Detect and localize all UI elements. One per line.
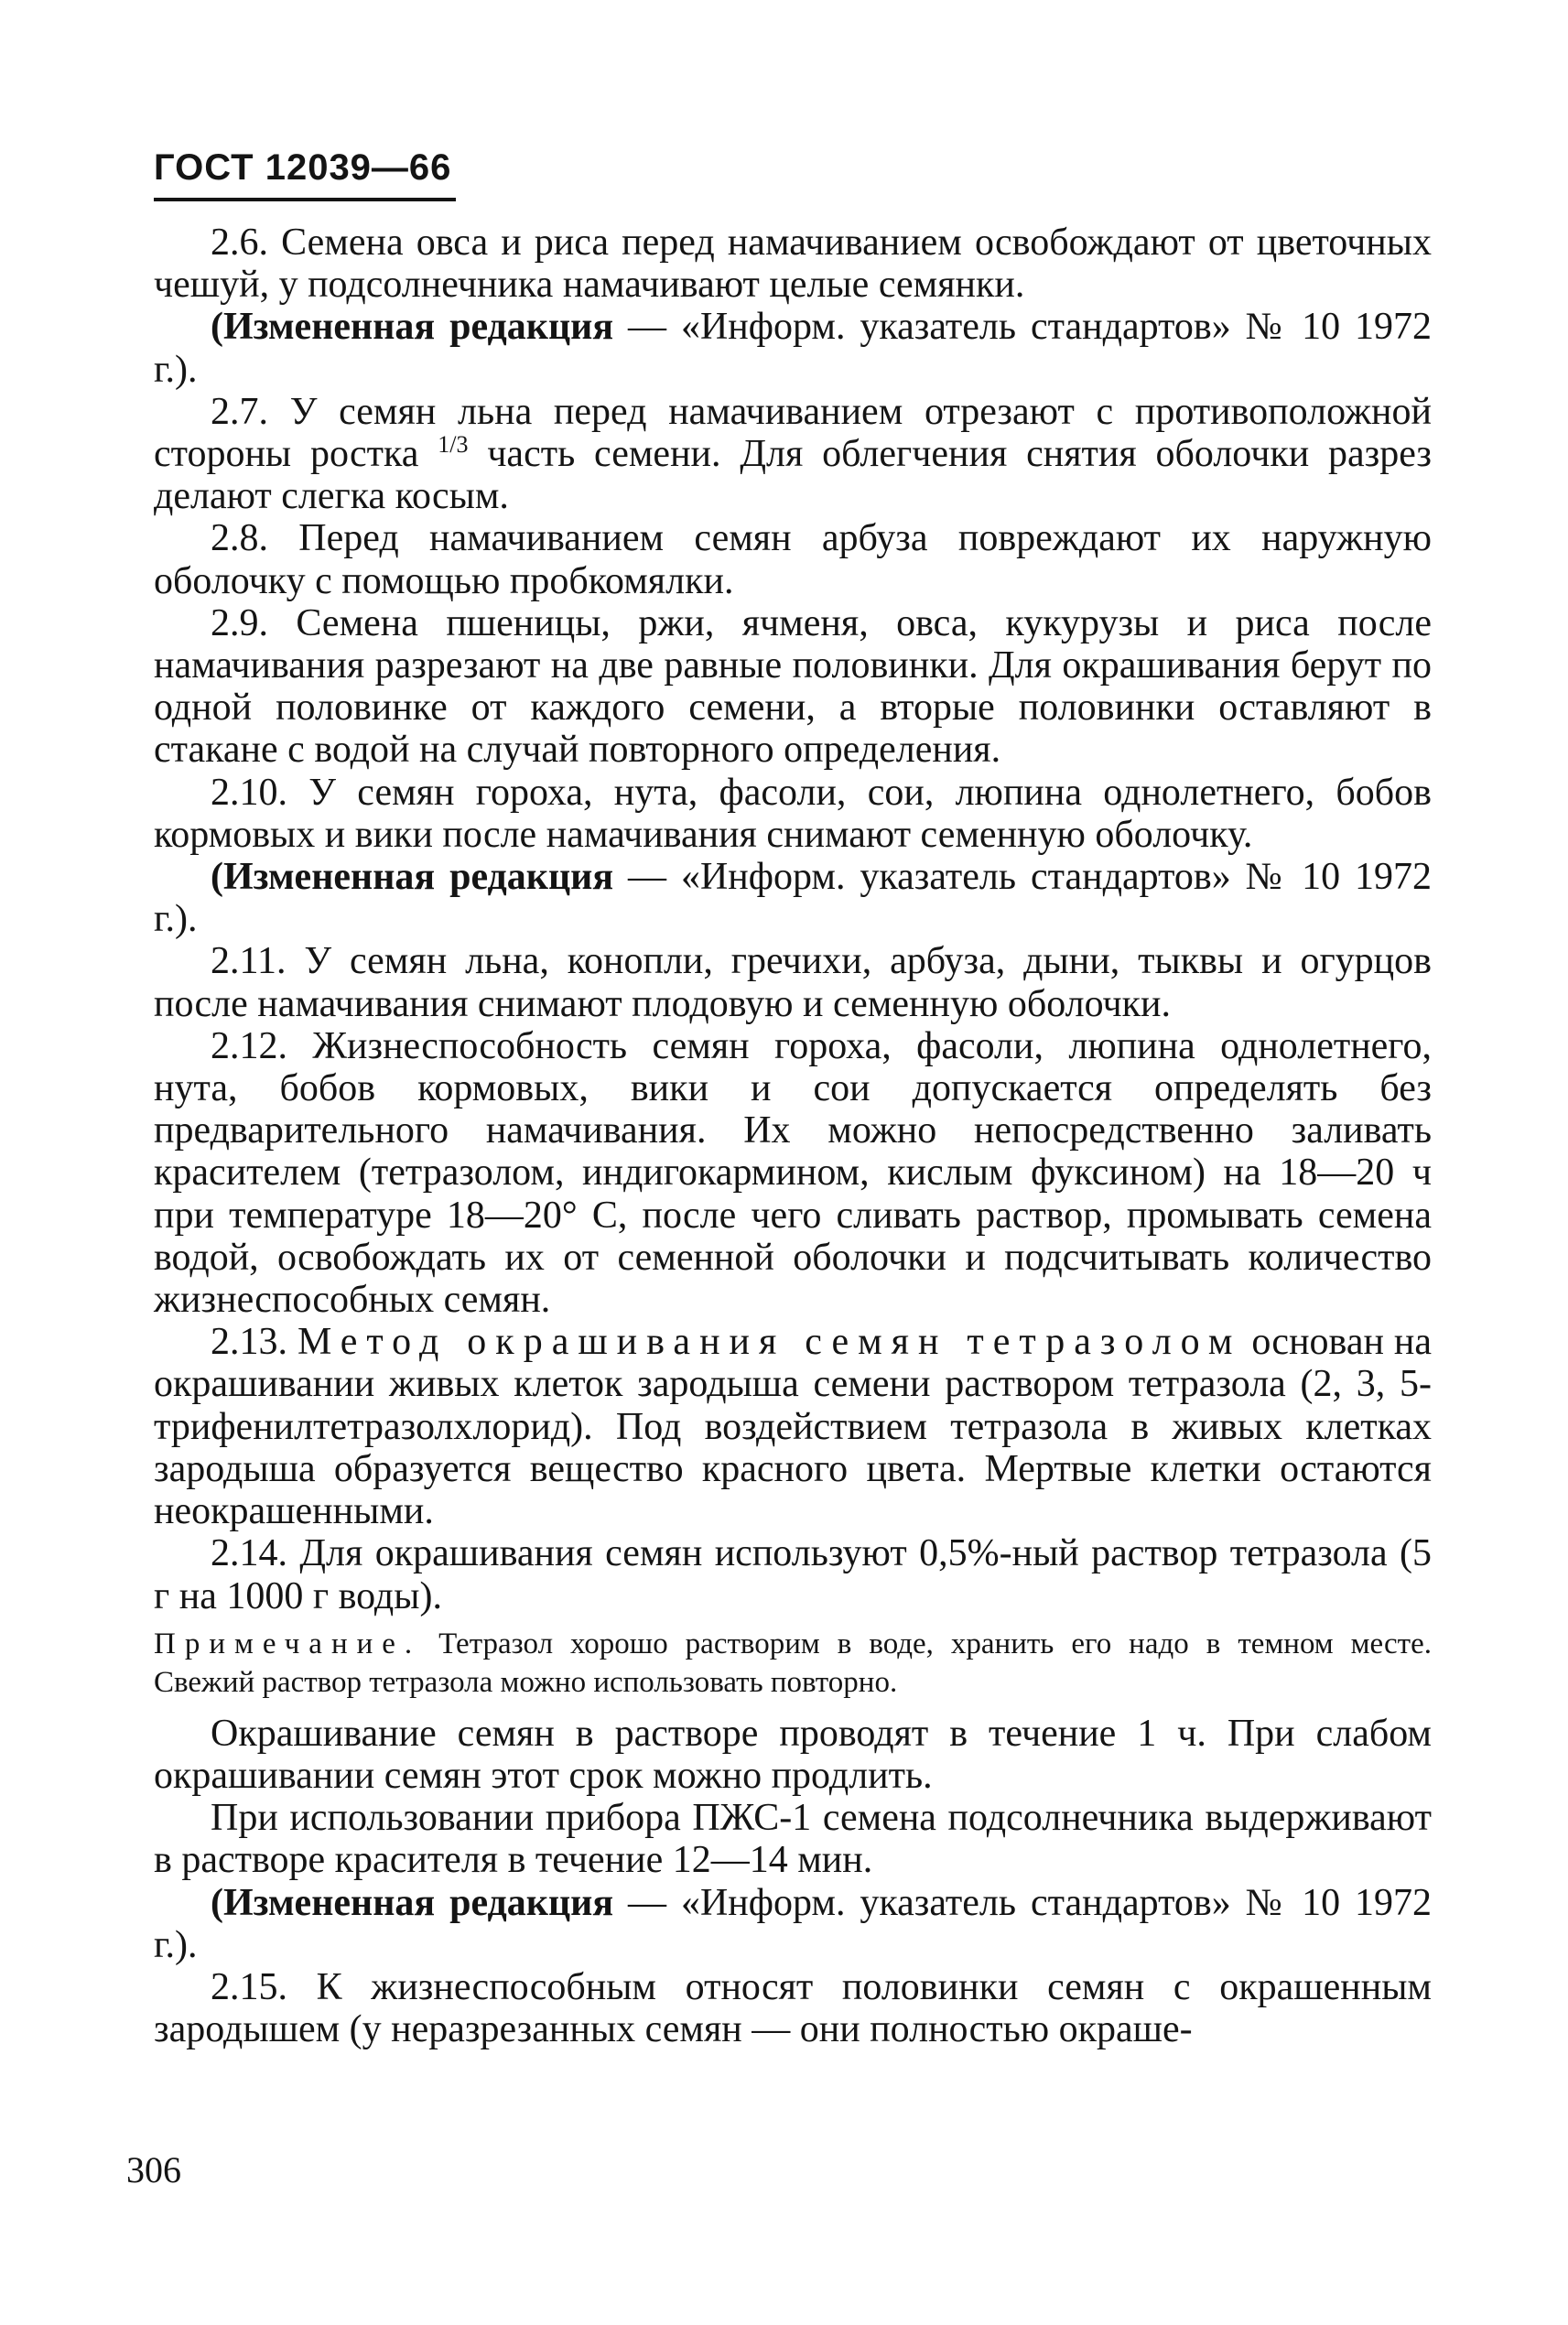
paragraph-2-7: 2.7. У семян льна перед намачиванием отрезают с противоположной стороны ростка $^{1/3}$ часть семени. Для облегчения снятия оболочки разрез делают слегка косым.: [154, 390, 1433, 518]
paragraph-2-10: 2.10. У семян гороха, нута, фасоли, сои, люпина однолетнего, бобов кормовых и вики после намачивания снимают семенную оболочку.: [154, 771, 1432, 856]
paragraph-2-9: 2.9. Семена пшеницы, ржи, ячменя, овса, кукурузы и риса после намачивания разрезают на две равные половинки. Для окрашивания берут по одной половинке от каждого семени, а вторые половинки оставляют в стакане с водой на случай повторного определения.: [154, 601, 1432, 772]
paragraph-2-12: 2.12. Жизнеспособность семян гороха, фасоли, люпина однолетнего, нута, бобов кормовых, вики и сои допускается определять без предварительного намачивания. Их можно непосредственно заливать красителем (тетразолом, индигокармином, кислым фуксином) на 18—20 ч при температуре 18—20° С, после чего сливать раствор, промывать семена водой, освобождать их от семенной оболочки и подсчитывать количество жизнеспособных семян.: [154, 1024, 1432, 1322]
note-label: Примечание.: [154, 1627, 422, 1660]
header-underline: [154, 198, 456, 201]
paragraph-pzhs-device: При использовании прибора ПЖС-1 семена подсолнечника выдерживают в растворе красителя в течение 12—14 мин.: [154, 1797, 1432, 1882]
body-text: [154, 222, 1432, 2050]
fraction-one-third: 1/3: [438, 431, 469, 459]
paragraph-2-13: 2.13. Метод окрашивания семян тетразолом основан на окрашивании живых клеток зародыша семени раствором тетразола (2, 3, 5-трифенилтетразолхлорид). Под воздействием тетразола в живых клетках зародыша образуется вещество красного цвета. Мертвые клетки остаются неокрашенными.: [154, 1321, 1433, 1533]
amendment-note: (Измененная редакция — «Информ. указатель стандартов» № 10 1972 г.).: [154, 856, 1433, 941]
note-block: Примечание. Тетразол хорошо растворим в воде, хранить его надо в темном месте. Свежий раствор тетразола можно использовать повторно.: [154, 1627, 1432, 1699]
page-header-title: ГОСТ 12039—66: [154, 147, 452, 188]
spaced-method-title: Метод окрашивания семян тетразолом: [297, 1321, 1242, 1364]
paragraph-2-15: 2.15. К жизнеспособным относят половинки семян с окрашенным зародышем (у неразрезанных семян — они полностью окраше-: [154, 1965, 1432, 2051]
paragraph-staining-time: Окрашивание семян в растворе проводят в течение 1 ч. При слабом окрашивании семян этот срок можно продлить.: [154, 1712, 1432, 1797]
amendment-note: (Измененная редакция — «Информ. указатель стандартов» № 10 1972 г.).: [154, 306, 1433, 391]
page-number: 306: [126, 2149, 181, 2190]
paragraph-2-14: 2.14. Для окрашивания семян используют 0,5%-ный раствор тетразола (5 г на 1000 г воды).: [154, 1532, 1432, 1617]
paragraph-2-11: 2.11. У семян льна, конопли, гречихи, арбуза, дыни, тыквы и огурцов после намачивания снимают плодовую и семенную оболочки.: [154, 940, 1432, 1025]
paragraph-2-6: 2.6. Семена овса и риса перед намачиванием освобождают от цветочных чешуй, у подсолнечника намачивают целые семянки.: [154, 222, 1432, 307]
paragraph-2-8: 2.8. Перед намачиванием семян арбуза повреждают их наружную оболочку с помощью пробкомялки.: [154, 517, 1432, 602]
amendment-note: (Измененная редакция — «Информ. указатель стандартов» № 10 1972 г.).: [154, 1881, 1433, 1966]
